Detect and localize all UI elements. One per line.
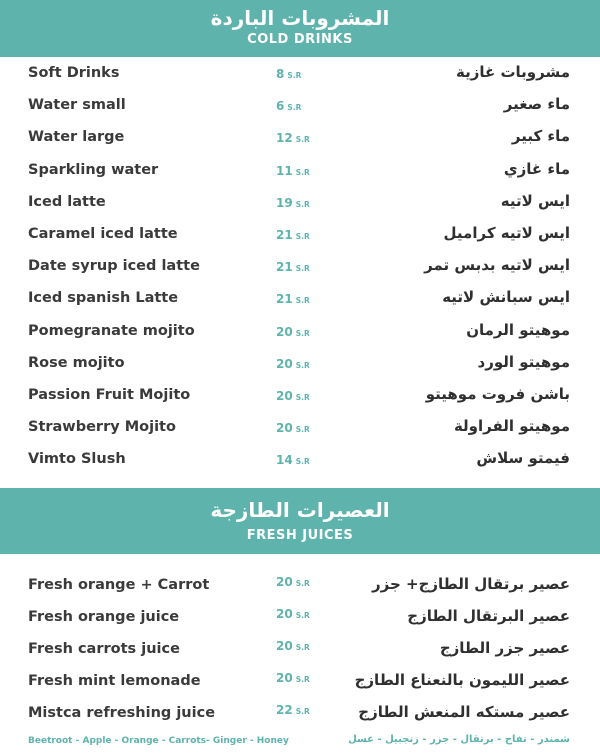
ingredients-en: Beetroot - Apple - Orange - Carrots- Ginger - Honey <box>28 736 289 746</box>
item-name-ar: ايس لاتيه <box>500 191 570 210</box>
currency-label: S.R <box>295 328 310 338</box>
item-name-ar: ماء كبير <box>511 127 570 146</box>
currency-label: S.R <box>295 675 310 684</box>
item-name-ar: ايس لاتيه بدبس تمر <box>424 256 570 275</box>
currency-label: S.R <box>295 264 310 274</box>
item-name-ar: عصير برتقال الطازج+ جزر <box>372 575 570 593</box>
menu-item-row <box>0 256 600 282</box>
ingredients-note <box>0 734 600 752</box>
item-name-ar: موهيتو الورد <box>477 352 570 371</box>
price-value: 20 <box>276 575 293 589</box>
item-name: Soft Drinks <box>28 65 120 81</box>
item-price <box>276 357 320 371</box>
price-value: 20 <box>276 607 293 621</box>
currency-label: S.R <box>295 232 310 241</box>
currency-label: S.R <box>295 360 310 370</box>
item-name-ar: ماء غازي <box>503 159 570 178</box>
item-price <box>276 607 320 621</box>
menu-item-row <box>0 703 600 729</box>
item-price <box>276 453 320 467</box>
item-name: Sparkling water <box>28 161 159 178</box>
currency-label: S.R <box>295 643 310 652</box>
fresh-juices-banner <box>0 488 600 554</box>
price-value: 11 <box>276 163 293 178</box>
fresh-juices-title-en: FRESH JUICES <box>246 528 354 543</box>
price-value: 21 <box>276 260 293 275</box>
item-price <box>276 196 320 210</box>
currency-label: S.R <box>295 707 310 716</box>
currency-label: S.R <box>295 393 310 402</box>
menu-item-row <box>0 288 600 314</box>
menu-item-row <box>0 127 600 153</box>
currency-label: S.R <box>295 199 310 209</box>
menu-item-row <box>0 575 600 601</box>
item-name: Fresh carrots juice <box>28 641 180 657</box>
price-value: 19 <box>276 195 293 210</box>
price-value: 20 <box>276 356 293 371</box>
price-value: 6 <box>276 99 285 114</box>
menu-item-row <box>0 192 600 218</box>
price-value: 14 <box>276 453 293 468</box>
item-price <box>276 671 320 685</box>
item-name-ar: باشن فروت موهيتو <box>425 385 570 403</box>
currency-label: S.R <box>295 457 310 467</box>
item-name: Pomegranate mojito <box>28 322 195 339</box>
item-price <box>276 228 320 242</box>
currency-label: S.R <box>295 611 310 620</box>
price-value: 20 <box>276 324 293 339</box>
item-price <box>276 260 320 274</box>
item-price <box>276 67 320 81</box>
item-price <box>276 639 320 653</box>
menu-item-row <box>0 160 600 186</box>
item-name: Water small <box>28 97 126 114</box>
item-price <box>276 164 320 178</box>
item-price <box>276 703 320 717</box>
menu-item-row <box>0 353 600 379</box>
price-value: 8 <box>276 67 285 81</box>
item-name: Rose mojito <box>28 354 125 371</box>
item-name: Fresh orange + Carrot <box>28 577 210 593</box>
item-name: Strawberry Mojito <box>28 419 176 436</box>
price-value: 20 <box>276 421 293 436</box>
item-name: Date syrup iced latte <box>28 258 200 275</box>
item-name-ar: عصير البرتقال الطازج <box>407 607 570 625</box>
item-name-ar: موهيتو الرمان <box>466 320 570 339</box>
item-price <box>276 292 320 306</box>
cold-drinks-title-en: COLD DRINKS <box>247 32 353 47</box>
item-price <box>276 421 320 435</box>
menu-item-row <box>0 95 600 121</box>
currency-label: S.R <box>295 296 310 306</box>
cold-drinks-banner <box>0 0 600 57</box>
price-value: 22 <box>276 703 293 717</box>
menu-item-row <box>0 63 600 89</box>
item-name: Mistca refreshing juice <box>28 705 216 721</box>
item-price <box>276 99 320 113</box>
ingredients-ar: شمندر - تفاح - برتقال - جزر - زنجبيل - عسل <box>348 734 570 745</box>
item-price <box>276 389 320 403</box>
fresh-juices-title-ar: العصيرات الطازجة <box>210 498 390 522</box>
menu-item-row <box>0 321 600 347</box>
item-name-ar: عصير الليمون بالنعناع الطازج <box>354 671 570 689</box>
currency-label: S.R <box>287 71 302 80</box>
item-name: Vimto Slush <box>28 451 126 468</box>
price-value: 20 <box>276 639 293 653</box>
item-price <box>276 575 320 589</box>
menu-item-row <box>0 449 600 475</box>
currency-label: S.R <box>295 167 310 177</box>
currency-label: S.R <box>295 425 310 435</box>
item-name: Passion Fruit Mojito <box>28 387 191 403</box>
menu-item-row <box>0 671 600 697</box>
currency-label: S.R <box>287 103 302 113</box>
price-value: 20 <box>276 671 293 685</box>
currency-label: S.R <box>295 135 310 145</box>
price-value: 20 <box>276 389 293 403</box>
item-name-ar: عصير مستكه المنعش الطازج <box>358 703 570 721</box>
item-name: Iced spanish Latte <box>28 290 179 307</box>
item-price <box>276 131 320 145</box>
item-name: Iced latte <box>28 193 106 210</box>
menu-item-row <box>0 224 600 250</box>
item-name: Fresh mint lemonade <box>28 673 201 689</box>
item-price <box>276 325 320 339</box>
item-name-ar: فيمتو سلاش <box>476 449 570 468</box>
item-name-ar: ماء صغير <box>503 95 570 114</box>
price-value: 12 <box>276 131 293 146</box>
menu-item-row <box>0 417 600 443</box>
price-value: 21 <box>276 292 293 307</box>
item-name-ar: عصير جزر الطازج <box>439 639 570 657</box>
menu-item-row <box>0 607 600 633</box>
item-name-ar: مشروبات غازية <box>455 63 570 81</box>
price-value: 21 <box>276 228 293 242</box>
item-name-ar: ايس لاتيه كراميل <box>443 224 570 242</box>
currency-label: S.R <box>295 579 310 588</box>
item-name-ar: ايس سبانش لاتيه <box>442 288 570 307</box>
item-name-ar: موهيتو الفراولة <box>453 417 570 436</box>
item-name: Water large <box>28 129 125 146</box>
cold-drinks-title-ar: المشروبات الباردة <box>210 6 390 30</box>
menu-item-row <box>0 385 600 411</box>
item-name: Caramel iced latte <box>28 226 178 242</box>
menu-item-row <box>0 639 600 665</box>
item-name: Fresh orange juice <box>28 609 180 625</box>
